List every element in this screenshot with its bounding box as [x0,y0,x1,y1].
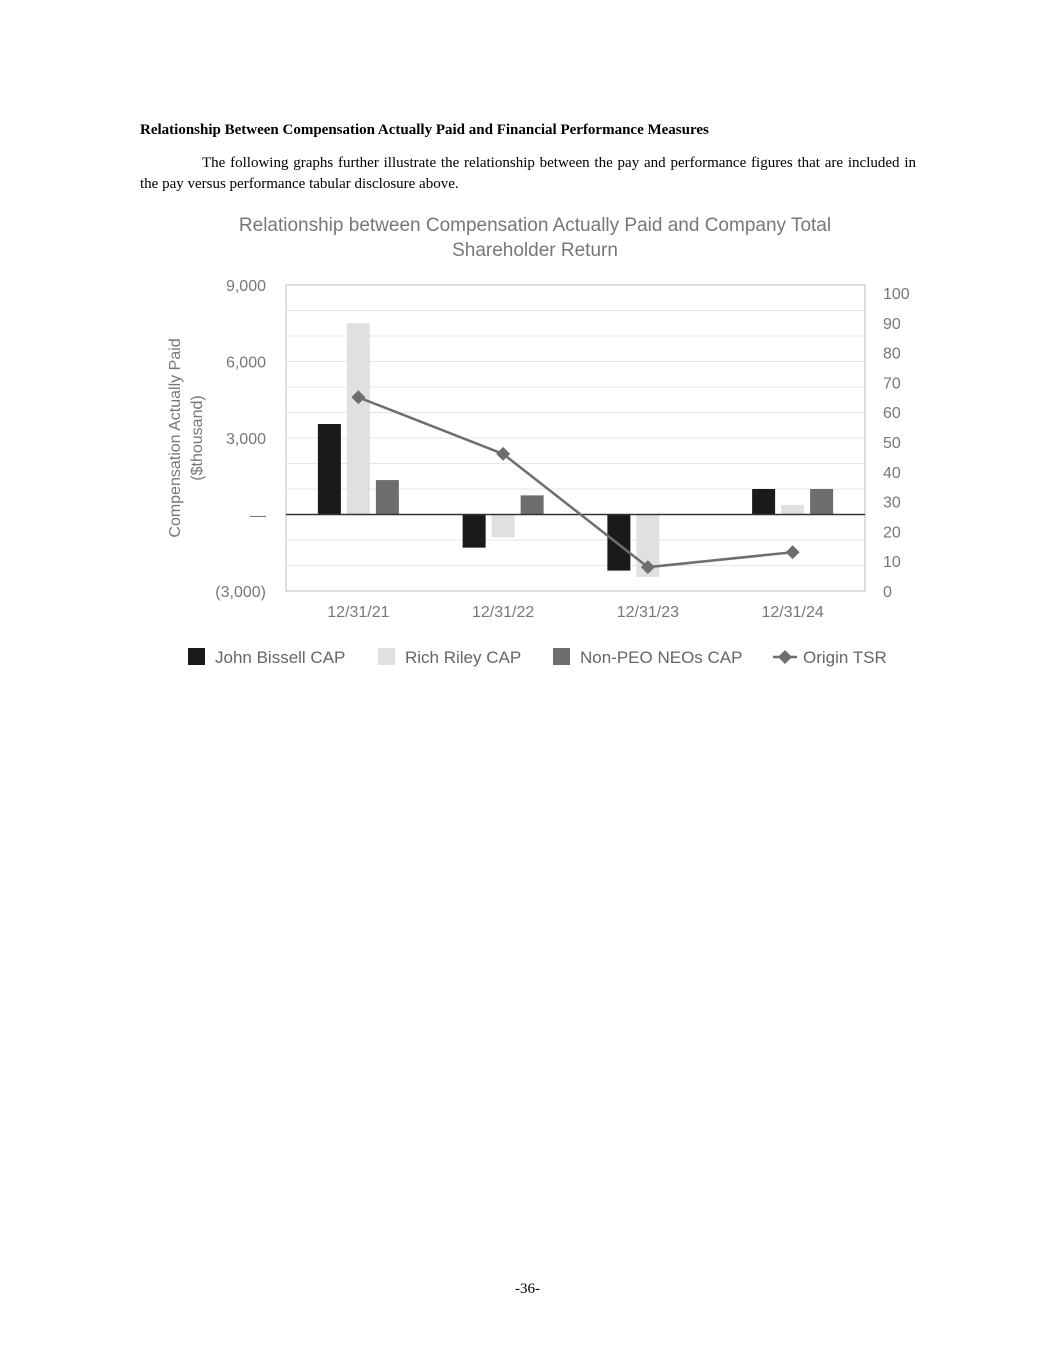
y2-tick-label: 100 [883,286,910,303]
legend-swatch [553,648,570,665]
y2-tick-label: 10 [883,554,901,572]
legend-label: John Bissell CAP [215,648,346,667]
y-tick-label: (3,000) [215,584,266,601]
bar [781,505,804,515]
x-tick-label: 12/31/24 [761,604,824,621]
y-tick-label: 3,000 [225,431,266,448]
bar [463,515,486,548]
y-tick-label: 9,000 [225,278,266,295]
chart-title-line2: Shareholder Return [452,240,618,261]
y-tick-label: 6,000 [225,354,266,372]
line-point [786,545,800,559]
section-paragraph: The following graphs further illustrate the relationship between the pay and performance figures that are included in the pay versus performance tabular disclosure above. [140,155,916,192]
bar [607,515,630,571]
bar [492,515,515,538]
y2-tick-label: 90 [883,315,901,333]
section-heading: Relationship Between Compensation Actually Paid and Financial Performance Measures [140,122,709,138]
legend-label: Non-PEO NEOs CAP [580,648,743,667]
y2-tick-label: 60 [883,405,901,423]
page-number: -36- [515,1281,540,1297]
x-tick-label: 12/31/22 [471,604,535,621]
y2-tick-label: 50 [883,435,901,452]
y2-tick-label: 80 [883,345,901,363]
bar [521,495,544,514]
legend-swatch [188,648,205,665]
legend-label: Rich Riley CAP [405,648,522,667]
bar [752,489,775,515]
y2-tick-label: 40 [883,464,901,482]
legend-marker [778,650,792,664]
x-tick-label: 12/31/21 [327,604,390,621]
y-axis-label-line2: ($thousand) [189,395,206,481]
series-line [358,397,792,567]
y2-tick-label: 70 [883,375,901,393]
chart-title: Relationship between Compensation Actually Paid and Company Total [238,215,832,236]
y-tick-label: — [250,507,266,525]
bar [347,323,370,514]
y-axis-label: Compensation Actually Paid [167,338,184,538]
bar [376,480,399,514]
y2-tick-label: 30 [883,494,901,512]
y2-tick-label: 20 [883,524,901,542]
y2-tick-label: 0 [883,584,892,601]
legend-swatch [378,648,395,665]
bar [318,424,341,515]
bar [810,489,833,515]
x-tick-label: 12/31/23 [616,604,680,621]
legend-label: Origin TSR [803,648,887,667]
